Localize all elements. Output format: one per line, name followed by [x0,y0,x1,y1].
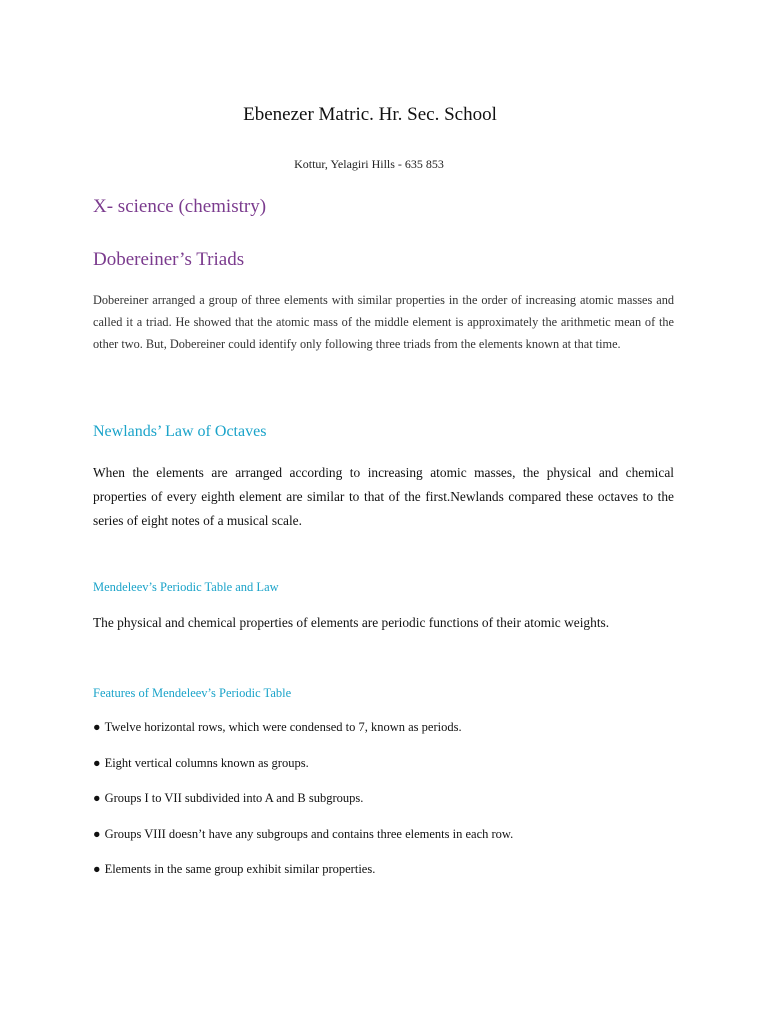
list-item-text: Twelve horizontal rows, which were condensed to 7, known as periods. [104,720,462,734]
paragraph-mendeleev-law: The physical and chemical properties of elements are periodic functions of their atomic weights. [93,615,610,630]
list-item-text: Elements in the same group exhibit similar properties. [104,862,376,876]
list-item [93,791,513,827]
list-item-text: Groups I to VII subdivided into A and B subgroups. [104,791,364,805]
features-list [93,720,513,898]
heading-mendeleev-law: Mendeleev’s Periodic Table and Law [93,580,279,594]
subject-title: X- science (chemistry) [93,196,267,217]
list-item-text: Groups VIII doesn’t have any subgroups and contains three elements in each row. [104,826,514,841]
list-item-text: Eight vertical columns known as groups. [104,755,309,770]
bullet-icon: ● [93,826,101,841]
bullet-icon: ● [93,862,101,876]
list-item [93,827,513,863]
bullet-icon: ● [93,791,101,805]
paragraph-dobereiner-triads: Dobereiner arranged a group of three elements with similar properties in the order of increasing atomic masses and called it a triad. He showed that the atomic mass of the middle element is approximately the arithmetic mean of the other two. But, Dobereiner could identify only following three triads from the elements known at that time. [93,293,674,351]
list-item [93,720,513,756]
school-name: Ebenezer Matric. Hr. Sec. School [243,104,497,125]
bullet-icon: ● [93,755,101,770]
heading-dobereiner-triads: Dobereiner’s Triads [93,249,245,270]
heading-mendeleev-features: Features of Mendeleev’s Periodic Table [93,686,292,700]
list-item [93,862,513,898]
heading-newlands-octaves: Newlands’ Law of Octaves [93,423,267,440]
school-address: Kottur, Yelagiri Hills - 635 853 [294,157,444,171]
paragraph-newlands-octaves: When the elements are arranged according to increasing atomic masses, the physical and chemical properties of every eighth element are similar to that of the first.Newlands compared these octaves to the series of eight notes of a musical scale. [93,465,674,528]
bullet-icon: ● [93,720,101,734]
list-item [93,756,513,792]
